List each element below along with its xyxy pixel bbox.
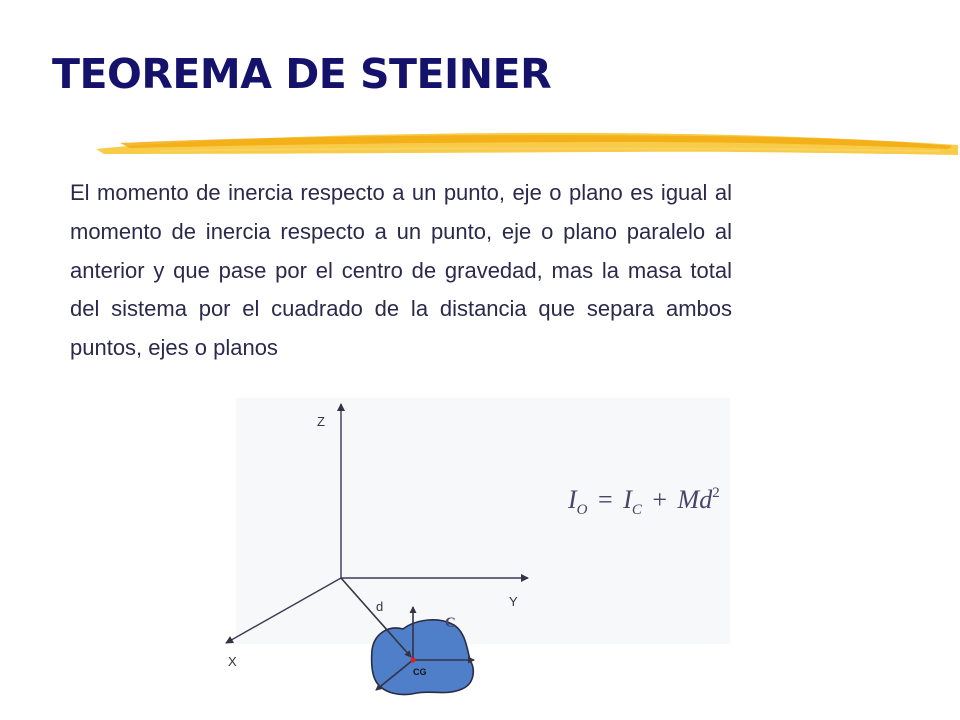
- formula-mass-distance: Md: [677, 485, 713, 514]
- rigid-body-shape: [372, 620, 474, 695]
- z-axis-label: Z: [317, 414, 325, 429]
- formula-plus: +: [652, 485, 668, 514]
- body-label: C: [445, 615, 456, 631]
- formula-equals: =: [598, 485, 613, 514]
- theorem-statement: El momento de inercia respecto a un punto, eje o plano es igual al momento de inercia respecto a un punto, eje o plano paralelo al anterior y que pase por el centro de gravedad, mas la masa total del sistema por el cuadrado de la distancia que separa ambos puntos, ejes o planos: [70, 180, 732, 361]
- formula-subscript-c: C: [631, 502, 642, 518]
- slide-title: TEOREMA DE STEINER: [52, 50, 552, 98]
- centroid-label: CG: [413, 667, 427, 677]
- centroid-point: [410, 657, 415, 662]
- formula-exponent: 2: [712, 485, 720, 501]
- formula-subscript-o: O: [576, 502, 588, 518]
- x-axis-label: X: [228, 654, 237, 669]
- formula-inertia-c: I: [623, 485, 632, 514]
- formula-inertia-o: I: [568, 485, 577, 514]
- steiner-formula: [568, 485, 720, 519]
- y-axis-label: Y: [509, 594, 518, 609]
- distance-label: d: [376, 599, 384, 614]
- x-axis: [226, 578, 341, 643]
